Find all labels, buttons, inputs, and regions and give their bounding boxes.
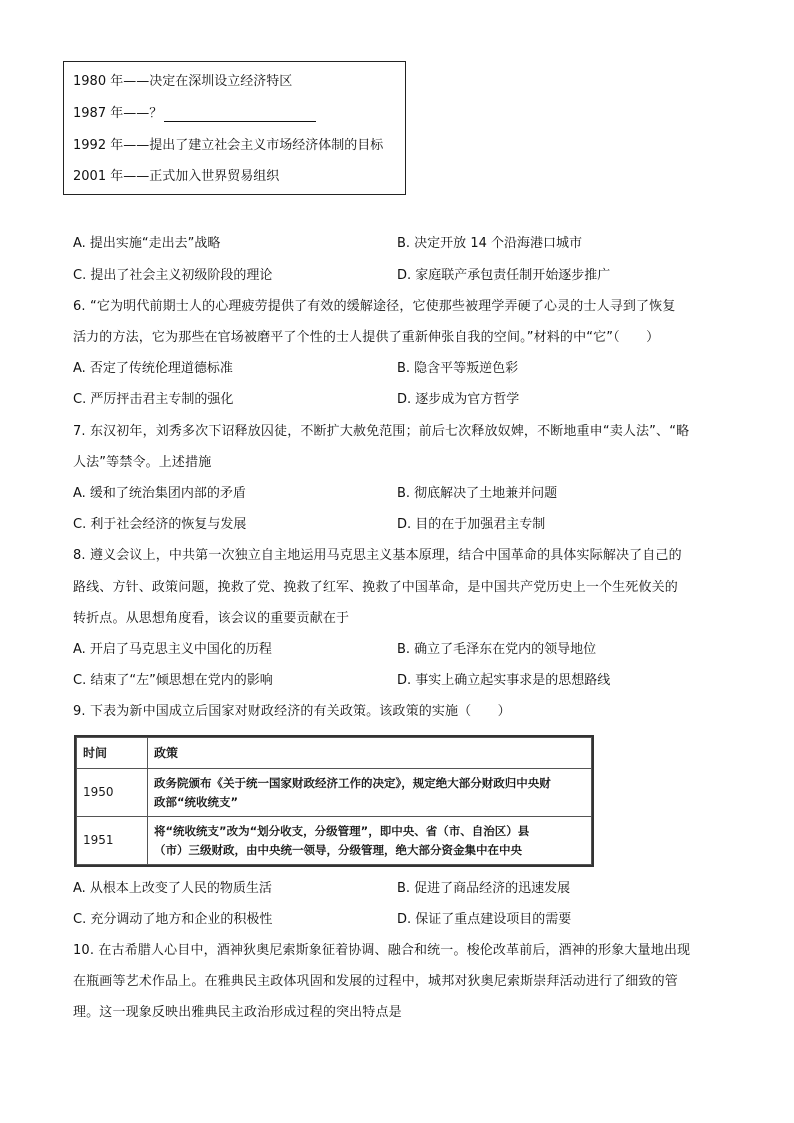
timeline-2001: 2001 年——正式加入世界贸易组织 — [73, 169, 280, 184]
answer-blank — [164, 109, 316, 122]
q6-stem-line1: 6. “它为明代前期士人的心理疲劳提供了有效的缓解途径，它使那些被理学弄硬了心灵的士人寻到了恢复 — [73, 299, 676, 314]
q8-stem-line2: 路线、方针、政策问题，挽救了党、挽救了红军、挽救了中国革命，是中国共产党历史上一个生死攸关的 — [73, 580, 678, 595]
q6-option-c: C. 严厉抨击君主专制的强化 — [73, 392, 234, 407]
policy-text-line: （市）三级财政，由中央统一领导，分级管理，绝大部分资金集中在中央 — [154, 842, 522, 857]
q8-option-a: A. 开启了马克思主义中国化的历程 — [73, 642, 272, 657]
q9-option-c: C. 充分调动了地方和企业的积极性 — [73, 912, 273, 927]
q7-option-d: D. 目的在于加强君主专制 — [397, 517, 546, 532]
table-row — [77, 817, 592, 865]
q5-option-c: C. 提出了社会主义初级阶段的理论 — [73, 268, 273, 283]
timeline-1992: 1992 年——提出了建立社会主义市场经济体制的目标 — [73, 138, 384, 153]
q7-stem-line2: 人法”等禁令。上述措施 — [73, 455, 212, 470]
q5-option-b: B. 决定开放 14 个沿海港口城市 — [397, 236, 582, 251]
table-header-policy: 政策 — [148, 738, 592, 769]
q5-option-a: A. 提出实施“走出去”战略 — [73, 236, 221, 251]
q8-stem-line1: 8. 遵义会议上，中共第一次独立自主地运用马克思主义基本原理，结合中国革命的具体实际解决了自己的 — [73, 548, 682, 563]
timeline-1987 — [73, 106, 316, 122]
q10-stem-line3: 理。这一现象反映出雅典民主政治形成过程的突出特点是 — [73, 1005, 402, 1020]
q10-stem-line1: 10. 在古希腊人心目中，酒神狄奥尼索斯象征着协调、融合和统一。梭伦改革前后，酒神的形象大量地出现 — [73, 943, 691, 958]
q6-option-b: B. 隐含平等叛逆色彩 — [397, 361, 519, 376]
q9-stem-line1: 9. 下表为新中国成立后国家对财政经济的有关政策。该政策的实施（ ） — [73, 704, 511, 719]
q6-stem-line2: 活力的方法，它为那些在官场被磨平了个性的士人提供了重新伸张自我的空间。”材料的中“它”（ ） — [73, 330, 660, 345]
table-header-time: 时间 — [77, 738, 148, 769]
q8-option-c: C. 结束了“左”倾思想在党内的影响 — [73, 673, 273, 688]
q9-option-a: A. 从根本上改变了人民的物质生活 — [73, 881, 272, 896]
table-cell-year: 1950 — [77, 769, 148, 817]
timeline-1980: 1980 年——决定在深圳设立经济特区 — [73, 74, 293, 89]
q7-stem-line1: 7. 东汉初年，刘秀多次下诏释放囚徒，不断扩大赦免范围；前后七次释放奴婢，不断地重申“卖人法”、“略 — [73, 424, 690, 439]
q5-option-d: D. 家庭联产承包责任制开始逐步推广 — [397, 268, 611, 283]
q8-option-d: D. 事实上确立起实事求是的思想路线 — [397, 673, 611, 688]
policy-text-line: 政部“统收统支” — [154, 794, 239, 809]
table-header-row — [77, 738, 592, 769]
q9-option-d: D. 保证了重点建设项目的需要 — [397, 912, 572, 927]
q8-stem-line3: 转折点。从思想角度看，该会议的重要贡献在于 — [73, 611, 350, 626]
timeline-box — [63, 61, 406, 195]
q9-option-b: B. 促进了商品经济的迅速发展 — [397, 881, 571, 896]
q7-option-c: C. 利于社会经济的恢复与发展 — [73, 517, 247, 532]
policy-table — [74, 735, 594, 867]
q6-option-a: A. 否定了传统伦理道德标准 — [73, 361, 233, 376]
table-cell-year: 1951 — [77, 817, 148, 865]
q10-stem-line2: 在瓶画等艺术作品上。在雅典民主政体巩固和发展的过程中，城邦对狄奥尼索斯崇拜活动进行了细致的管 — [73, 974, 678, 989]
q6-option-d: D. 逐步成为官方哲学 — [397, 392, 520, 407]
timeline-1987-text: 1987 年——？ — [73, 106, 163, 121]
q8-option-b: B. 确立了毛泽东在党内的领导地位 — [397, 642, 597, 657]
table-cell-policy — [148, 769, 592, 817]
q7-option-b: B. 彻底解决了土地兼并问题 — [397, 486, 558, 501]
q7-option-a: A. 缓和了统治集团内部的矛盾 — [73, 486, 246, 501]
policy-text-line: 政务院颁布《关于统一国家财政经济工作的决定》，规定绝大部分财政归中央财 — [154, 775, 551, 790]
table-row — [77, 769, 592, 817]
policy-text-line: 将“统收统支”改为“划分收支，分级管理”，即中央、省（市、自治区）县 — [154, 823, 530, 838]
table-cell-policy — [148, 817, 592, 865]
